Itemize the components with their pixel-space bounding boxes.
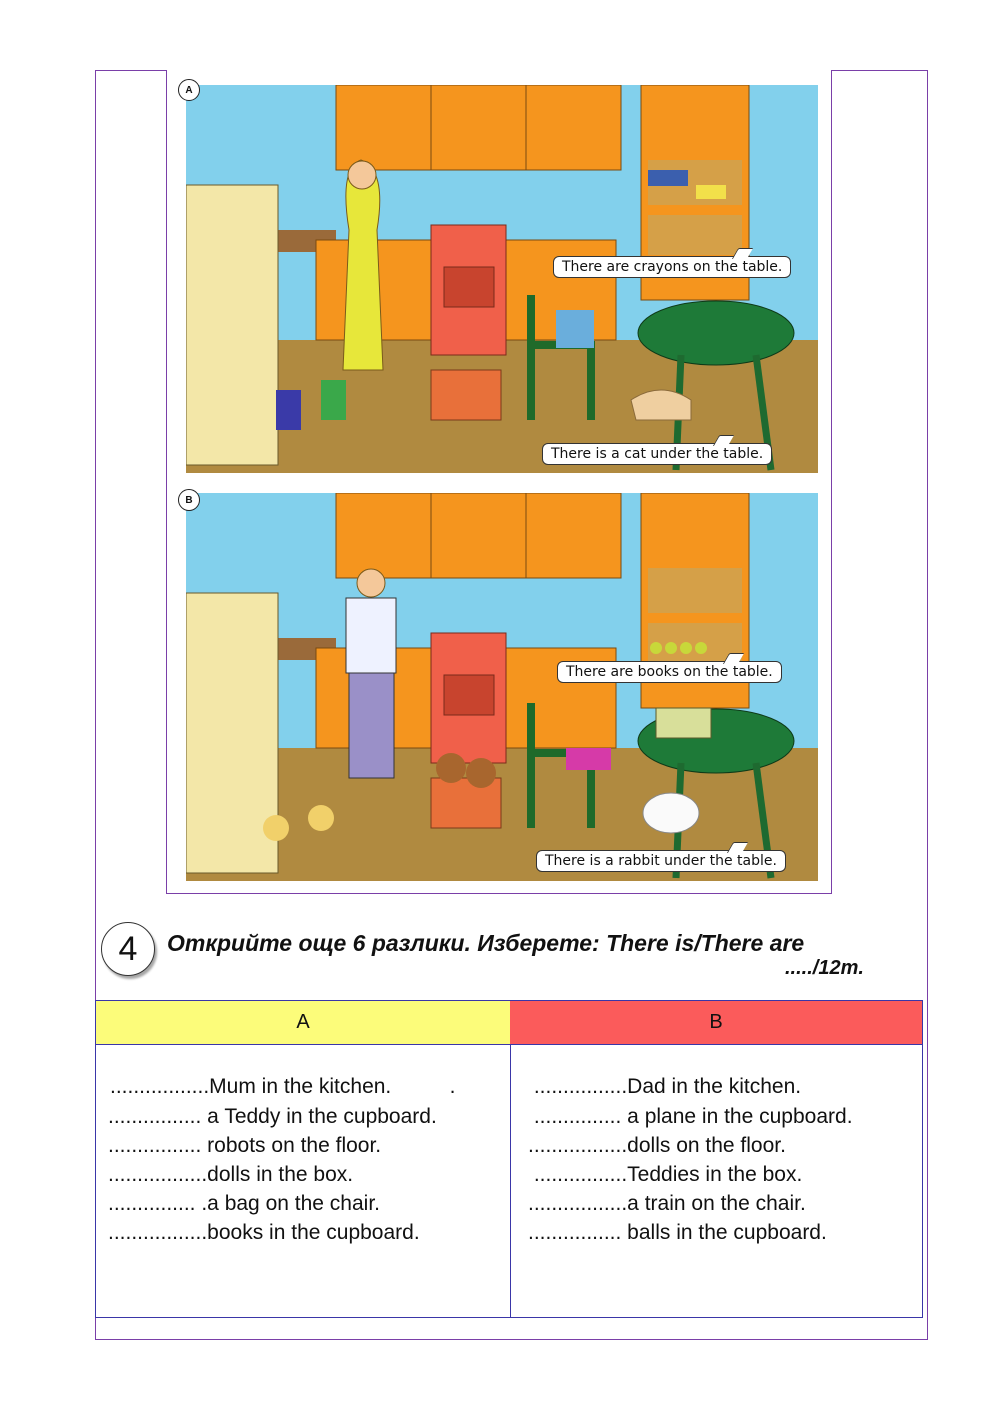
column-b-line[interactable]: ............... a plane in the cupboard. [528, 1105, 853, 1128]
scene-a-speech-bubble-top: There are crayons on the table. [553, 256, 791, 278]
column-b-line[interactable]: ................ balls in the cupboard. [528, 1221, 827, 1244]
scene-b-speech-bubble-bottom: There is a rabbit under the table. [536, 850, 786, 872]
task-score: ...../12m. [785, 957, 864, 979]
scene-b-badge: B [178, 489, 200, 511]
column-b-header: B [510, 1001, 922, 1045]
scene-b-speech-bubble-top: There are books on the table. [557, 661, 782, 683]
scene-a-badge: A [178, 79, 200, 101]
task-number: 4 [101, 922, 155, 976]
column-a [96, 1001, 511, 1317]
scene-a-picture [186, 85, 818, 473]
column-b-line[interactable]: .................a train on the chair. [528, 1192, 806, 1215]
task-instruction: Открийте още 6 разлики. Изберете: There is/There are [167, 930, 805, 956]
column-b-line[interactable]: ................Teddies in the box. [528, 1163, 803, 1186]
column-b-line[interactable]: .................dolls on the floor. [528, 1134, 786, 1157]
column-b-line[interactable]: ................Dad in the kitchen. [528, 1075, 802, 1098]
column-a-line[interactable]: .................books in the cupboard. [108, 1221, 420, 1244]
column-a-line[interactable]: ............... .a bag on the chair. [108, 1192, 380, 1215]
column-a-line[interactable]: ................ robots on the floor. [108, 1134, 382, 1157]
column-a-line[interactable]: .................dolls in the box. [108, 1163, 354, 1186]
column-b [510, 1001, 922, 1317]
scene-b-picture [186, 493, 818, 881]
column-a-line[interactable]: .................Mum in the kitchen. . [110, 1075, 456, 1098]
answer-table [95, 1000, 923, 1318]
column-a-line[interactable]: ................ a Teddy in the cupboard. [108, 1105, 437, 1128]
scene-a-speech-bubble-bottom: There is a cat under the table. [542, 443, 772, 465]
column-a-header: A [96, 1001, 510, 1045]
